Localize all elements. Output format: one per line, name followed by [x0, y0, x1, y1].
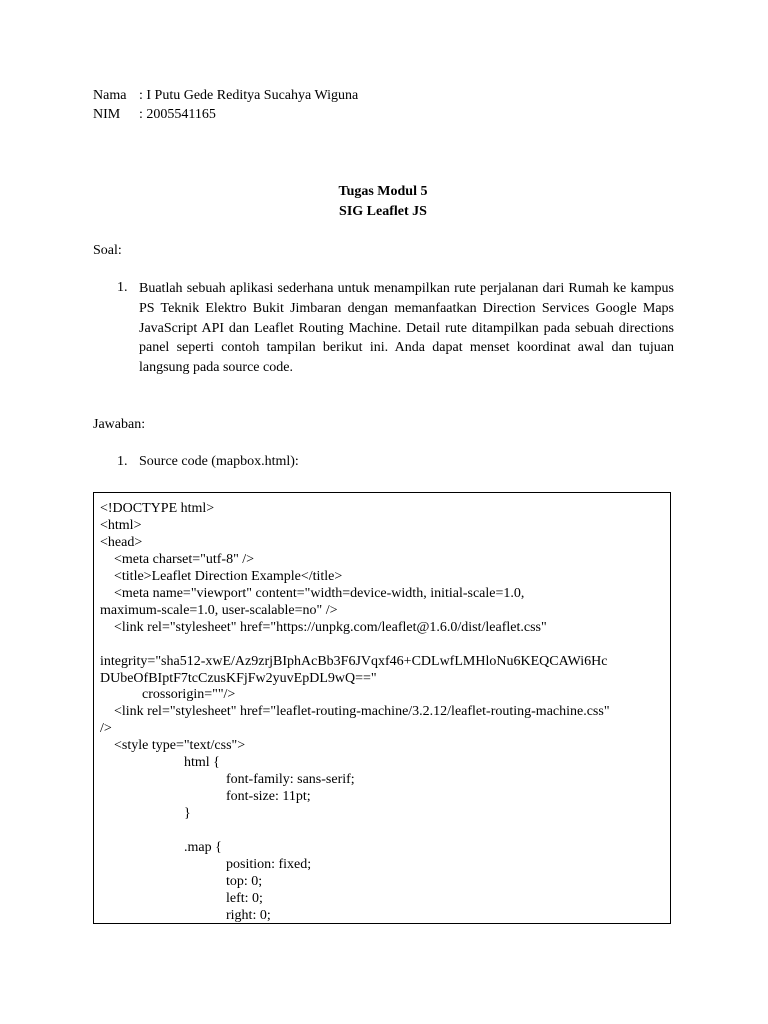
- student-nim-label: NIM: [93, 107, 121, 122]
- soal-item-text: Buatlah sebuah aplikasi sederhana untuk menampilkan rute perjalanan dari Rumah ke kampus PS Teknik Elektro Bukit Jimbaran dengan memanfaatkan Direction Services Google Maps JavaScript API dan Leaflet Routing Machine. Detail rute ditampilkan pada sebuah directions panel seperti contoh tampilan berikut ini. Anda dapat menset koordinat awal dan tujuan langsung pada source code.: [139, 281, 674, 376]
- student-name-value: : I Putu Gede Reditya Sucahya Wiguna: [139, 88, 359, 103]
- document-subtitle: SIG Leaflet JS: [339, 204, 427, 219]
- code-line: .map {: [100, 840, 222, 855]
- code-line: crossorigin=""/>: [100, 687, 236, 703]
- code-line: left: 0;: [100, 890, 263, 906]
- code-line: }: [100, 806, 191, 822]
- code-line: font-family: sans-serif;: [100, 772, 355, 788]
- code-line: <meta name="viewport" content="width=device-width, initial-scale=1.0,: [100, 585, 525, 601]
- code-line: position: fixed;: [100, 856, 312, 872]
- jawaban-item-text: Source code (mapbox.html):: [139, 454, 299, 469]
- code-line: <!DOCTYPE html>: [100, 501, 215, 516]
- code-line: <link rel="stylesheet" href="leaflet-routing-machine/3.2.12/leaflet-routing-machine.css": [100, 704, 610, 720]
- source-code-box: [93, 492, 671, 924]
- code-line: <link rel="stylesheet" href="https://unpkg.com/leaflet@1.6.0/dist/leaflet.css": [100, 619, 547, 635]
- code-line: <meta charset="utf-8" />: [100, 551, 255, 567]
- code-line: />: [100, 721, 112, 737]
- student-name-label: Nama: [93, 88, 127, 103]
- jawaban-item-number: 1.: [117, 454, 128, 469]
- code-line: DUbeOfBIptF7tcCzusKFjFw2yuvEpDL9wQ==": [100, 670, 377, 686]
- code-line: <style type="text/css">: [100, 738, 246, 754]
- code-line: <title>Leaflet Direction Example</title>: [100, 568, 343, 584]
- student-nim-value: : 2005541165: [139, 107, 216, 122]
- code-line: top: 0;: [100, 873, 263, 889]
- code-line: right: 0;: [100, 907, 271, 923]
- soal-item-number: 1.: [117, 280, 128, 295]
- code-line: maximum-scale=1.0, user-scalable=no" />: [100, 602, 338, 618]
- code-line: integrity="sha512-xwE/Az9zrjBIphAcBb3F6JVqxf46+CDLwfLMHloNu6KEQCAWi6Hc: [100, 653, 608, 669]
- jawaban-label: Jawaban:: [93, 417, 146, 432]
- document-title: Tugas Modul 5: [338, 184, 428, 199]
- code-line: font-size: 11pt;: [100, 789, 311, 805]
- code-line: html {: [100, 755, 220, 771]
- soal-label: Soal:: [93, 243, 122, 258]
- code-line: <html>: [100, 517, 142, 533]
- code-line: <head>: [100, 534, 143, 550]
